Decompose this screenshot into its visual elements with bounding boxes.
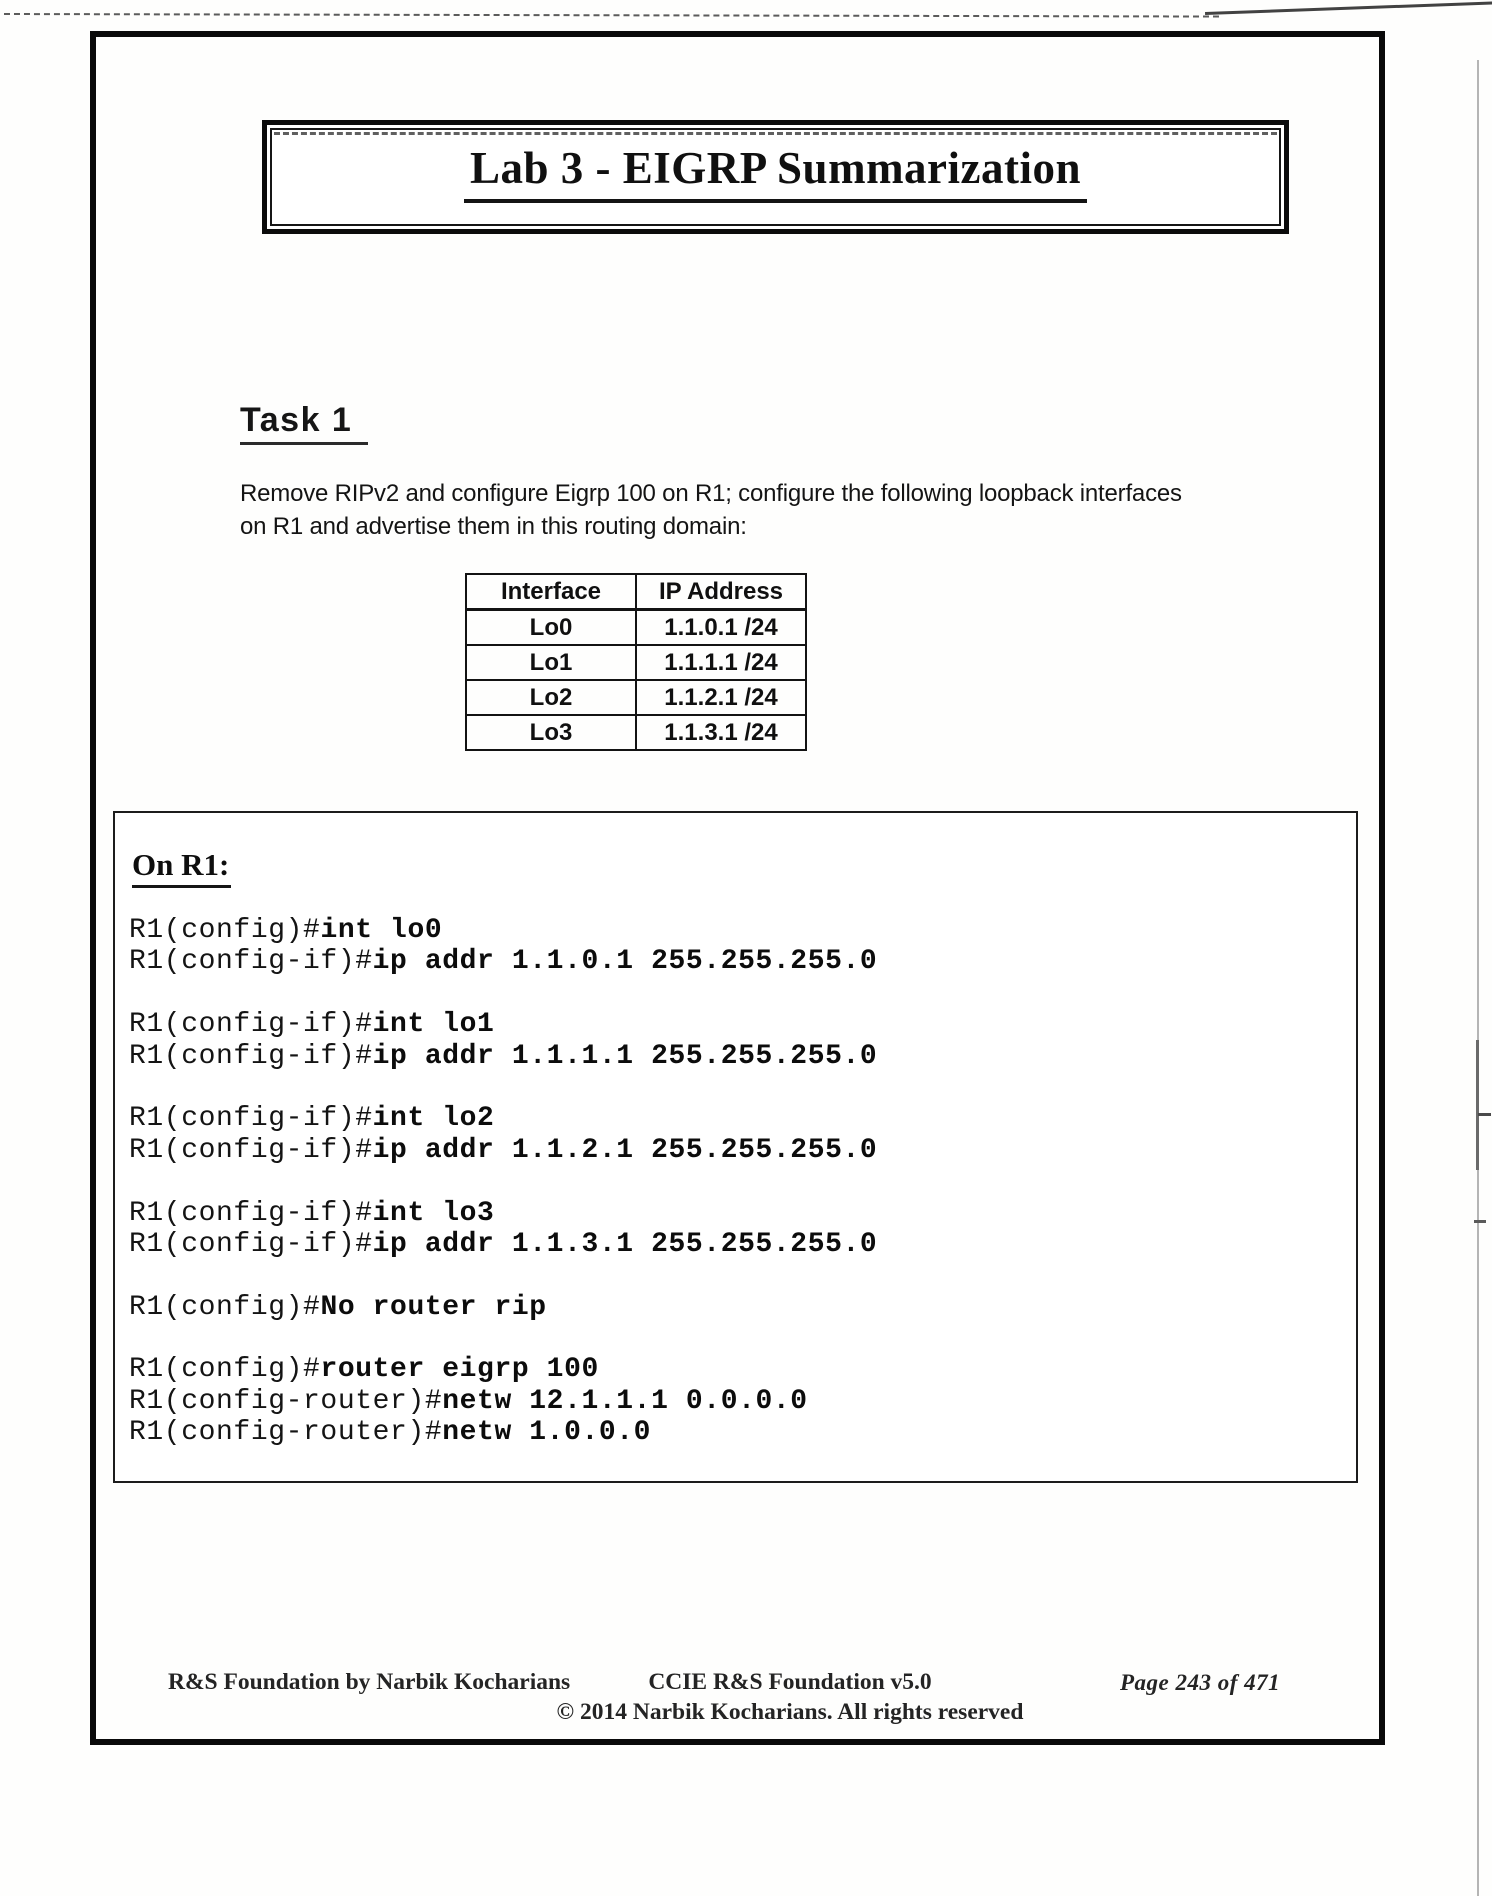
table-header-cell: IP Address: [636, 574, 806, 610]
cli-prompt: R1(config)#: [129, 1291, 321, 1323]
table-cell: 1.1.1.1 /24: [636, 645, 806, 680]
table-cell: 1.1.2.1 /24: [636, 680, 806, 715]
task1-description: [240, 477, 1300, 543]
cli-box: [113, 811, 1358, 1483]
scan-artifact-dash: [1474, 1220, 1486, 1223]
cli-command: netw 12.1.1.1 0.0.0.0: [442, 1385, 808, 1417]
code-line: [129, 1260, 1348, 1291]
cli-prompt: R1(config-if)#: [129, 946, 373, 978]
cli-heading: On R1:: [132, 847, 231, 883]
table-header-row: [466, 574, 806, 610]
task1-heading: Task 1: [240, 401, 368, 440]
table-cell: Lo0: [466, 610, 636, 646]
footer-book-title: R&S Foundation by Narbik Kocharians: [168, 1669, 571, 1695]
lab-title-box: [262, 120, 1289, 234]
scan-artifact-right-edge-line: [1477, 60, 1479, 1896]
code-line: [129, 915, 1348, 946]
table-cell: 1.1.0.1 /24: [636, 610, 806, 646]
code-line: [129, 1354, 1348, 1385]
table-row: [466, 680, 806, 715]
footer-course-title: CCIE R&S Foundation v5.0: [648, 1669, 932, 1695]
code-line: [129, 1072, 1348, 1103]
cli-command: No router rip: [320, 1291, 547, 1323]
code-line: [129, 1166, 1348, 1197]
cli-prompt: R1(config-if)#: [129, 1040, 373, 1072]
cli-prompt: R1(config)#: [129, 1354, 321, 1386]
scan-artifact-top-right-line: [1205, 1, 1492, 15]
scan-artifact-right-dark-segment: [1476, 1040, 1479, 1170]
cli-command: int lo0: [320, 915, 443, 946]
cli-command: ip addr 1.1.0.1 255.255.255.0: [372, 946, 878, 978]
table-cell: Lo1: [466, 645, 636, 680]
cli-prompt: R1(config-router)#: [129, 1417, 443, 1449]
cli-prompt: R1(config-if)#: [129, 1228, 373, 1260]
interface-table: [465, 573, 807, 751]
code-line: [129, 1103, 1348, 1134]
code-line: [129, 1229, 1348, 1260]
code-line: [129, 1386, 1348, 1417]
cli-command: ip addr 1.1.1.1 255.255.255.0: [372, 1040, 878, 1072]
cli-command: int lo2: [372, 1103, 495, 1135]
code-line: [129, 1417, 1348, 1448]
table-header-cell: Interface: [466, 574, 636, 610]
cli-command: netw 1.0.0.0: [442, 1417, 652, 1449]
cli-command: int lo1: [372, 1009, 495, 1041]
table-row: [466, 715, 806, 750]
cli-command: ip addr 1.1.2.1 255.255.255.0: [372, 1134, 878, 1166]
cli-prompt: R1(config-if)#: [129, 1009, 373, 1041]
footer-page-number: Page 243 of 471: [1120, 1670, 1281, 1695]
page-title: Lab 3 - EIGRP Summarization: [464, 144, 1087, 203]
lab-title-box-inner: [270, 128, 1281, 226]
scan-artifact-dash: [1478, 1113, 1491, 1116]
code-line: [129, 1009, 1348, 1040]
cli-prompt: R1(config-if)#: [129, 1103, 373, 1135]
cli-prompt: R1(config)#: [129, 915, 321, 946]
interface-table-body: [466, 610, 806, 751]
cli-prompt: R1(config-router)#: [129, 1385, 443, 1417]
code-line: [129, 1323, 1348, 1354]
table-cell: Lo2: [466, 680, 636, 715]
code-line: [129, 1198, 1348, 1229]
cli-command: router eigrp 100: [320, 1354, 599, 1386]
code-line: [129, 1135, 1348, 1166]
task1-description-line: on R1 and advertise them in this routing domain:: [240, 513, 747, 540]
table-cell: 1.1.3.1 /24: [636, 715, 806, 750]
task1-description-line: Remove RIPv2 and configure Eigrp 100 on R1; configure the following loopback interfaces: [240, 480, 1182, 507]
table-row: [466, 610, 806, 646]
footer-copyright: © 2014 Narbik Kocharians. All rights reserved: [556, 1699, 1024, 1725]
code-line: [129, 1041, 1348, 1072]
table-row: [466, 645, 806, 680]
cli-code: [129, 915, 1348, 1449]
cli-prompt: R1(config-if)#: [129, 1134, 373, 1166]
cli-command: int lo3: [372, 1197, 495, 1229]
cli-prompt: R1(config-if)#: [129, 1197, 373, 1229]
cli-command: ip addr 1.1.3.1 255.255.255.0: [372, 1228, 878, 1260]
table-cell: Lo3: [466, 715, 636, 750]
code-line: [129, 1292, 1348, 1323]
code-line: [129, 946, 1348, 977]
code-line: [129, 978, 1348, 1009]
scan-artifact-top-line: [4, 13, 1219, 18]
